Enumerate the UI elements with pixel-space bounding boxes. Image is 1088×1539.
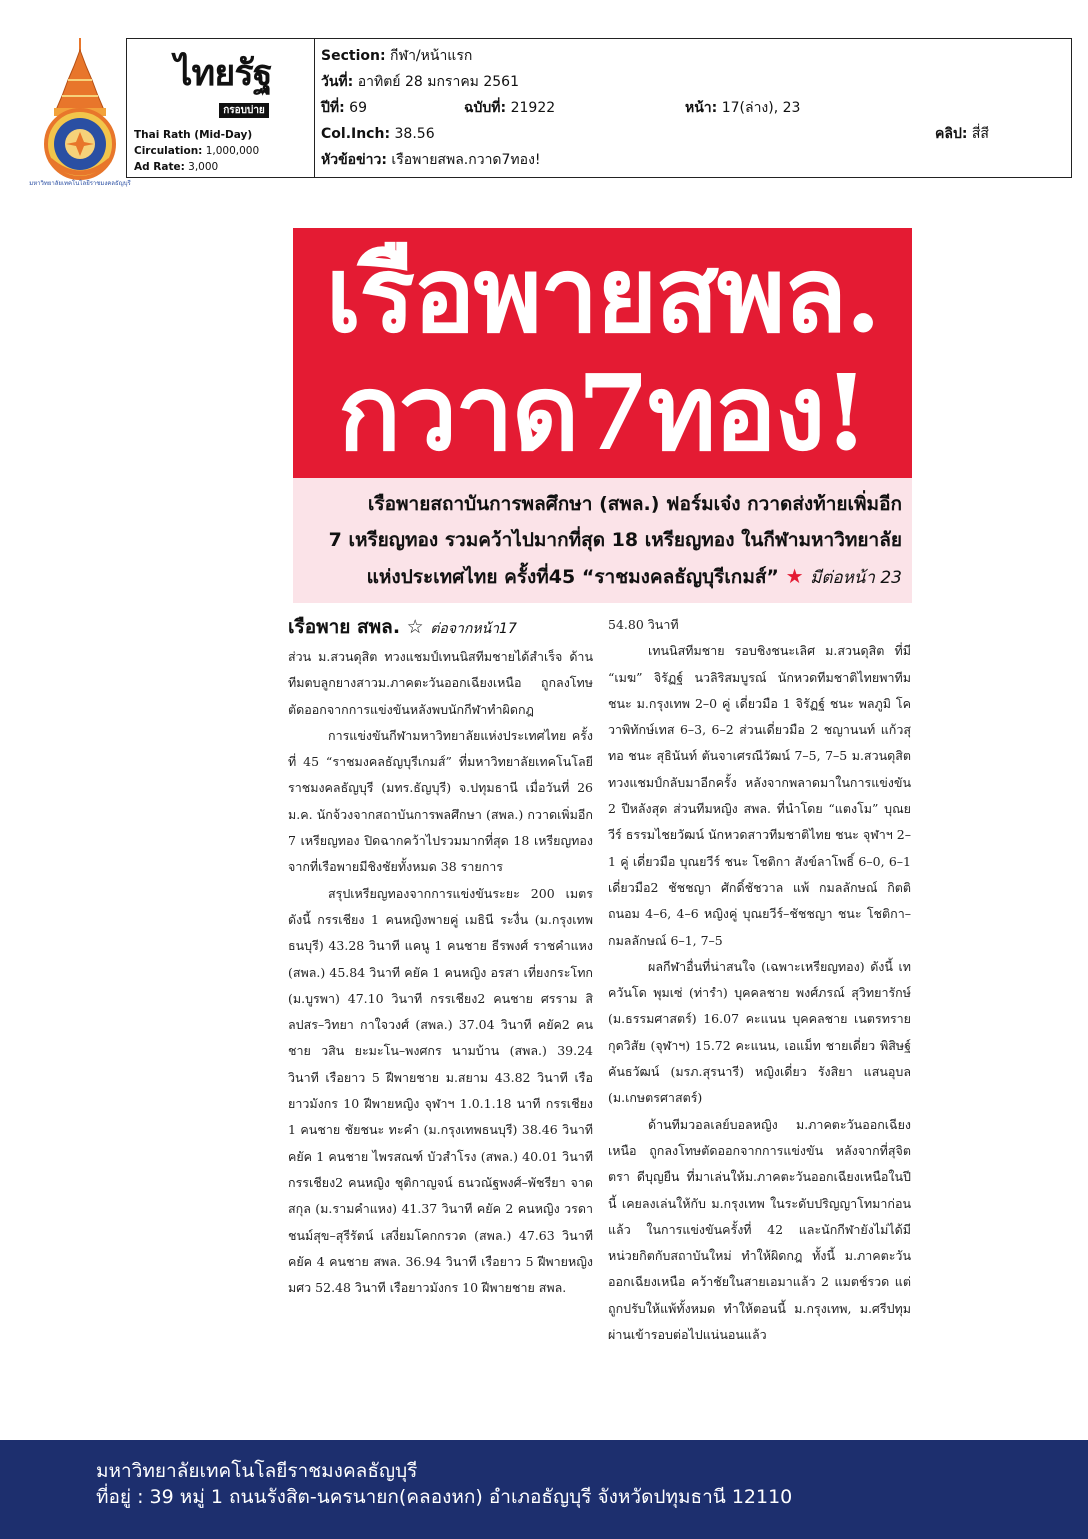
paragraph: เทนนิสทีมชาย รอบชิงชนะเลิศ ม.สวนดุสิต ที่มี “เมฆ” จิรัฏฐ์ นวลิริสมบูรณ์ นักหวดทีมชาติไทยพาทีมชนะ ม.กรุงเทพ 2–0 คู่ เดี่ยวมือ 1 จิรัฏฐ์ ชนะ พลภูมิ โควาพิทักษ์เทส 6–3, 6–2 ส่วนเดี่ยวมือ 2 ชญานนท์ แก้วสุทอ ชนะ สุธินันท์ ตันจาเศรณีวัฒน์ 7–5, 7–5 ม.สวนดุสิต ทวงแชมป์กลับมาอีกครั้ง หลังจากพลาดมาในการแข่งขัน 2 ปีหลังสุด ส่วนทีมหญิง สพล. ที่นำโดย “แตงโม” บุณยวีร์ ธรรมไชยวัฒน์ นักหวดสาวทีมชาติไทย ชนะ จุฬาฯ 2–1 คู่ เดี่ยวมือ บุณยวีร์ ชนะ โชติกา สังข์ลาโพธิ์ 6–0, 6–1 เดี่ยวมือ2 ชัชชญา ศักดิ์ชัชวาล แพ้ กมลลักษณ์ กิตติถนอม 4–6, 4–6 หญิงคู่ บุณยวีร์–ชัชชญา ชนะ โชติกา–กมลลักษณ์ 6–1, 7–5 (608, 643, 911, 948)
section-row (321, 43, 1067, 69)
headline-banner (293, 228, 912, 478)
paragraph: 54.80 วินาที (608, 617, 679, 632)
deck-line-3: แห่งประเทศไทย ครั้งที่45 “ราชมงคลธัญบุรีเกมส์” (366, 566, 779, 588)
circulation-value: 1,000,000 (205, 145, 260, 157)
date-value: อาทิตย์ 28 มกราคม 2561 (357, 74, 519, 90)
banner-line-2: กวาด7ทอง! (337, 351, 868, 474)
date-label: วันที่: (321, 74, 354, 90)
paragraph: การแข่งขันกีฬามหาวิทยาลัยแห่งประเทศไทย ครั้งที่ 45 “ราชมงคลธัญบุรีเกมส์” ที่มหาวิทยาลัยเทคโนโลยีราชมงคลธัญบุรี (มทร.ธัญบุรี) จ.ปทุมธานี เมื่อวันที่ 26 ม.ค. นักจ้วงจากสถาบันการพลศึกษา (สพล.) กวาดเพิ่มอีก 7 เหรียญทอง ปิดฉากคว้าไปรวมมากที่สุด 18 เหรียญทอง จากที่เรือพายมีชิงชัยทั้งหมด 38 รายการ (288, 727, 593, 875)
paper-name: Thai Rath (Mid-Day) (134, 129, 253, 141)
clip-label: คลิป: (935, 126, 968, 142)
year-value: 69 (349, 100, 367, 116)
issue-value: 21922 (510, 100, 556, 116)
headline-value: เรือพายสพล.กวาด7ทอง! (391, 152, 541, 168)
outline-star-icon: ☆ (406, 616, 424, 638)
edition-badge: กรอบบ่าย (219, 103, 269, 118)
date-row (321, 69, 1067, 95)
colinch-value: 38.56 (394, 126, 435, 142)
article-column-left (288, 612, 593, 1301)
clip-fields (321, 43, 1067, 173)
article-deck (293, 478, 912, 603)
page-label: หน้า: (685, 100, 718, 116)
headline-label: หัวข้อข่าว: (321, 152, 387, 168)
page-value: 17(ล่าง), 23 (721, 100, 801, 116)
masthead-info (134, 127, 259, 175)
paragraph: สรุปเหรียญทองจากการแข่งขันระยะ 200 เมตร ดังนี้ กรรเชียง 1 คนหญิงพายคู่ เมธินี ระงื่น (ม.กรุงเทพธนบุรี) 43.28 วินาที แคนู 1 คนชาย ธีรพงศ์ ราชคำแหง (สพล.) 45.84 วินาที คยัค 1 คนหญิง อรสา เที่ยงกระโทก (ม.บูรพา) 47.10 วินาที กรรเชียง2 คนชาย ศรราม สิลปสร–วิทยา กาใจวงศ์ (สพล.) 37.04 วินาที คยัค2 คนชาย วสิน ยะมะโน–พงศกร นามบ้าน (สพล.) 39.24 วินาที เรือยาว 5 ฝีพายชาย ม.สยาม 43.82 วินาที เรือยาวมังกร 10 ฝีพายหญิง จุฬาฯ 1.0.1.18 นาที กรรเชียง 1 คนชาย ชัยชนะ ทะคำ (ม.กรุงเทพธนบุรี) 38.46 วินาที คยัค 1 คนชาย ไพรสณฑ์ บัวสำโรง (สพล.) 40.01 วินาที กรรเชียง2 คนหญิง ชุติกาญจน์ ธนวณัฐพงศ์–พัชรียา จาดสกุล (ม.รามคำแหง) 41.37 วินาที คยัค 2 คนหญิง วรดา ชนม์สุข–สุรีรัตน์ เสงี่ยมโคกกรวด (สพล.) 47.63 วินาที คยัค 4 คนชาย สพล. 36.94 วินาที เรือยาว 5 ฝีพายหญิง มศว 52.48 วินาที เรือยาวมังกร 10 ฝีพายชาย สพล. (288, 885, 593, 1296)
newspaper-logo: ไทยรัฐ (174, 52, 272, 94)
deck-line-2: 7 เหรียญทอง รวมคว้าไปมากที่สุด 18 เหรียญทอง ในกีฬามหาวิทยาลัย (328, 529, 902, 551)
article-column-right (608, 612, 911, 1348)
footer-bar (0, 1440, 1088, 1539)
university-crest-icon (29, 36, 131, 188)
circulation-label: Circulation: (134, 145, 203, 157)
deck-line-3-row (305, 558, 902, 596)
ad-rate-label: Ad Rate: (134, 161, 185, 173)
ad-rate-value: 3,000 (188, 161, 219, 173)
masthead (127, 39, 315, 177)
section-value: กีฬา/หน้าแรก (390, 48, 473, 64)
headline-row (321, 147, 1067, 173)
year-label: ปีที่: (321, 100, 345, 116)
paragraph: ส่วน ม.สวนดุสิต ทวงแชมป์เทนนิสทีมชายได้สำเร็จ ด้านทีมตบลูกยางสาวม.ภาคตะวันออกเฉียงเหนือ ถูกลงโทษตัดออกจากการแข่งขันหลังพบนักกีฬาทำผิดกฎ (288, 649, 593, 717)
clip-value: สี่สี (971, 126, 989, 142)
colinch-label: Col.Inch: (321, 126, 391, 142)
paragraph: ด้านทีมวอลเลย์บอลหญิง ม.ภาคตะวันออกเฉียงเหนือ ถูกลงโทษตัดออกจากการแข่งขัน หลังจากที่สุจิตตรา ดีบุญยืน ที่มาเล่นให้ม.ภาคตะวันออกเฉียงเหนือในปีนี้ เคยลงเล่นให้กับ ม.กรุงเทพ ในระดับปริญญาโทมาก่อนแล้ว ในการแข่งขันครั้งที่ 42 และนักกีฬายังไม่ได้มีหน่วยกิตกับสถาบันใหม่ ทำให้ผิดกฎ ทั้งนี้ ม.ภาคตะวันออกเฉียงเหนือ คว้าชัยในสายเอมาแล้ว 2 แมตช์รวด แต่ถูกปรับให้แพ้ทั้งหมด ทำให้ตอนนี้ ม.กรุงเทพ, ม.ศรีปทุม ผ่านเข้ารอบต่อไปแน่นอนแล้ว (608, 1116, 911, 1343)
jump-title: เรือพาย สพล. (288, 616, 401, 638)
jump-headline (288, 612, 593, 644)
colinch-row (321, 121, 1067, 147)
continued-from-page: ต่อจากหน้า17 (430, 621, 517, 637)
issue-row (321, 95, 1067, 121)
footer-address: ที่อยู่ : 39 หมู่ 1 ถนนรังสิต-นครนายก(คลองหก) อำเภอธัญบุรี จังหวัดปทุมธานี 12110 (96, 1486, 793, 1508)
paragraph: ผลกีฬาอื่นที่น่าสนใจ (เฉพาะเหรียญทอง) ดังนี้ เทควันโด พุมเซ่ (ท่ารำ) บุคคลชาย พงศ์ภรณ์ สุวิทยารักษ์ (ม.ธรรมศาสตร์) 16.07 คะแนน บุคคลชาย เนตรทราย กุดวิสัย (จุฬาฯ) 15.72 คะแนน, เอแม็ท ชายเดี่ยว พิสิษฐ์ คันธวัฒน์ (มรภ.สุรนารี) หญิงเดี่ยว รังสิยา แสนอุบล (ม.เกษตรศาสตร์) (608, 958, 911, 1106)
clip-info-box (126, 38, 1072, 178)
deck-line-1: เรือพายสถาบันการพลศึกษา (สพล.) ฟอร์มเจ๋ง กวาดส่งท้ายเพิ่มอีก (367, 493, 902, 515)
continued-on-page: มีต่อหน้า 23 (810, 568, 902, 588)
banner-line-1: เรือพายสพล. (325, 233, 880, 356)
issue-label: ฉบับที่: (464, 100, 507, 116)
footer-university-name: มหาวิทยาลัยเทคโนโลยีราชมงคลธัญบุรี (96, 1460, 418, 1482)
crest-motto: มหาวิทยาลัยเทคโนโลยีราชมงคลธัญบุรี (29, 180, 131, 187)
section-label: Section: (321, 48, 386, 64)
star-icon: ★ (785, 564, 804, 588)
